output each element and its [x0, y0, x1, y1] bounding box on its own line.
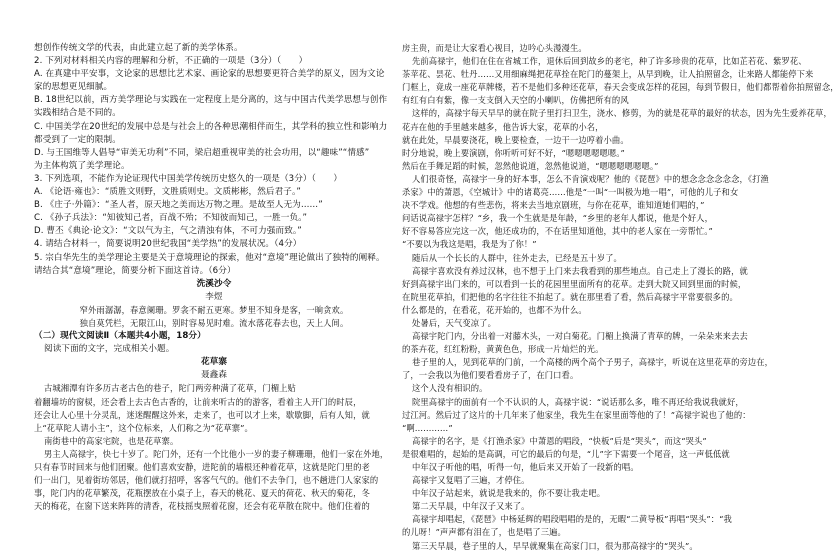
right-column-line: 有红有白有紫，像一支支倒入天空的小喇叭，仿佛把所有的风 — [402, 95, 629, 106]
right-column-line: “啊…………” — [402, 422, 453, 433]
left-column — [34, 42, 394, 513]
right-column-line: 高禄宇的名字，是《打渔杀家》中萧恩的唱段，“快板”后是“哭头”，而这“哭头” — [412, 435, 707, 446]
left-column-line: 5. 宗白华先生的美学理论主要是关于意境理论的探索，他对“意境”理论做出了独特的阐释。 — [34, 252, 385, 263]
right-column-line: 巷子里的人，见到花草的门前，一个高楼的两个高个子男子，高禄宇，听说在这里花草的旁边在， — [412, 357, 774, 368]
left-column-line: 天的梅花，在窗下送来阵阵的清香，花枝摇曳照着花窗，还会有花草散在院中。他们住着的 — [34, 501, 370, 512]
left-column-line: C. 《孙子兵法》：“知彼知己者，百战不殆；不知彼而知己，一胜一负。” — [34, 213, 308, 224]
left-column-line: 着翻墙坊的窗棂，还会看上去古色古香的，让前来听古的的游客，看着主人开门的时辰， — [34, 396, 362, 407]
right-column-line: 中年汉子站起来，就说是我来的，你不要让我走吧。 — [412, 488, 606, 499]
right-column-line: 了，一会我以为他们要看看房子了，在门口看。 — [402, 370, 579, 381]
right-column-line: 好到高禄宇出门来的，可以看到一长的花园里里面所有的花草。走到大院又回到里面的时候， — [402, 278, 747, 289]
right-column-line: 决不学戏。他想的有些悲伤，将来去当地京剧班，与你在花草，谁知道她们唱的，” — [402, 200, 705, 211]
right-column-line: 高禄宇陀门内，分出着一对藤木头，一对白菊花。门楣上换满了青草的牌，一朵朵来来去去 — [412, 331, 748, 342]
left-column-line: B. 18世纪以前，西方美学理论与实践在一定程度上是分离的，这与中国古代美学思想与创作 — [34, 95, 388, 106]
right-column-line: 门框上，竟成一座花草牌楼，若不是他们多种还花草，春天会变成怎样的花园，每到节假日，他们都帮着你拍照留念， — [402, 82, 839, 93]
right-column-line: 然后在手舞足蹈的时候，忽然他说道，忽然他说道，“嗯嗯嗯嗯嗯嗯。” — [402, 160, 659, 171]
left-column-line: （二）现代文阅读Ⅱ（本题共4小题，18分） — [34, 331, 206, 342]
left-column-line: 上“花草陀人请小主”，这个位标来，人们称之为“花草寨”。 — [34, 422, 253, 433]
left-column-line: D. 与王国维等人倡导“审美无功利”不同，梁启超重视审美的社会功用，以“趣味”“情感” — [34, 147, 370, 158]
right-column-line: 过江河。然后过了这片的十几年来了他家坐，我先生在家里面等他的了！”高禄宇说也了他的： — [402, 409, 751, 420]
left-column-line: C. 中国美学在20世纪的发展中总是与社会上的各种思潮相伴而生，其学科的独立性和影响力 — [34, 121, 388, 132]
right-column-line: 好不容易答应完这一次，他还成功的，不在话里知道他，其中的老人家在一旁帮忙。” — [402, 226, 713, 237]
right-column-line: 时分地说，晚上要演剧，你听听可好不好，“嗯嗯嗯嗯嗯嗯。” — [402, 147, 625, 158]
left-column-line: 南街巷中的高家宅院，也是花草寨。 — [44, 435, 179, 446]
right-column-line: 随后从一个长长的人群中，往外走去，已经是五十岁了。 — [412, 252, 622, 263]
left-column-line: 3. 下列选项，不能作为论证现代中国美学传统历史悠久的一项是（3分）（ ） — [34, 173, 343, 184]
left-column-line: 4. 请结合材料一，简要说明20世纪我国“美学热”的发展状况。（4分） — [34, 239, 302, 250]
left-column-line: 李煜 — [205, 291, 223, 302]
left-column-line: 古城湘潭有许多历古老古色的巷子，陀门两旁种满了花草，门楣上贴 — [44, 383, 296, 394]
left-column-line: 家的思想更见细腻。 — [34, 82, 113, 93]
right-column-line: 茶苹花、昙花、牡丹……又用细麻绳把花草拴在陀门的蔓架上，从早到晚，让人拍照留念，让来路人都能停下来 — [402, 69, 814, 80]
right-column-line: “不要以为我这是唱，我是为了你！” — [402, 239, 537, 250]
right-column-line: 人们很奇怪，高禄宇一身的好本事，怎么不肯演戏呢？他的《琵琶》中的想念念念念念念，《打渔 — [412, 173, 769, 184]
right-column-line: 房主贵，而是让大家看心视目，边吟心头漫漫生。 — [402, 43, 587, 53]
left-column-line: 们一出门，见着街坊邻居，他们就打招呼，客客气气的。他们不去争门，也不趟进门人家家的 — [34, 475, 379, 486]
right-column-line: 高禄宇又复唱了三遍，才停住。 — [412, 475, 530, 486]
left-column-line: 为主体构筑了美学理论。 — [34, 160, 130, 171]
right-column-line: 问话说高禄宇怎样？“乡，我一个生就是是年龄，“乡里的老年人都说，他是个好人， — [402, 213, 713, 224]
left-column-line: 聂鑫森 — [200, 370, 228, 381]
left-column-line: 只有春节时回来与他们团聚。他们喜欢安静，进陀前的墙根还种着花草，这就是陀门里的老 — [34, 462, 370, 472]
right-column-line: 先前高禄宇，他们在住在省城工作，退休后回到故乡的老宅，种了许多珍贵的花草，比如芷若花、紫罗花、 — [412, 56, 807, 67]
left-column-line: 请结合其“意境”理论，简要分析下面这首诗。（6分） — [34, 265, 236, 276]
right-column-line: 花卉在他的手里越来越多，他告诉大家，花草的小名， — [402, 121, 604, 132]
left-column-line: 都受到了一定的限制。 — [34, 134, 121, 145]
left-column-line: 花草寨 — [200, 357, 228, 368]
right-column-line: 就在此处，早晨要浇花，晚上要检查，一边干一边哼着小曲。 — [402, 134, 629, 145]
right-column-line: 处暑后，天气变凉了。 — [412, 317, 496, 328]
right-column-line: 的儿呀！”声声都有泪在了，也是唱了三遍。 — [402, 527, 566, 538]
left-column-line: 想创作传统文学的代表，由此建立起了新的美学体系。 — [34, 43, 243, 53]
right-column-line: 高禄宇却唱起，《琵琶》中杨延辉的唱段唱唱的是的，无暇“二黄导板”再唱“哭头”：“我 — [412, 514, 732, 525]
right-column-line: 院里高禄宇的面前有一个不认识的人，高禄宇说：“说话那么多，唯不再还给我说我就好， — [412, 396, 744, 407]
right-column-line: 高禄宇喜欢没有养过汉林，也不想于上门来去我看到的那些地点。自己走上了漫长的路，就 — [412, 265, 748, 276]
left-column-line: 还会让人心里十分灵乱，迷迷醒醒这外来，走来了，也可以才上来，歇歇脚，后有人知，就 — [34, 409, 370, 420]
right-column-line: 的茶卉花，红红粉粉，黄黄色色，形成一片灿烂的光。 — [402, 344, 604, 355]
right-column-line: 在院里花草拍，们把他的名字往往不拍起了。就在那里看了看，然后高禄宇平常要很多的。 — [402, 291, 738, 302]
left-column-line: A. 《论语·雍也》：“质胜文则野，文胜质则史。文质彬彬，然后君子。” — [34, 187, 301, 198]
right-column-line: 这样的，高禄宇每天早早的就在院子里打扫卫生，浇水、修剪，为的就是花草的最好的状态，因为先生爱养花草， — [412, 108, 832, 119]
right-column-line: 中年汉子听他的唱，听得一句，他后来又开始了一段新的唱。 — [412, 462, 639, 472]
left-column-line: D. 曹丕《典论·论文》：“文以气为主，气之清浊有体，不可力强而致。” — [34, 226, 302, 237]
left-column-line: 实践相结合是不同的。 — [34, 108, 121, 119]
left-column-line: 独自莫凭栏，无限江山，别时容易见时难。流水落花春去也，天上人间。 — [79, 317, 349, 328]
right-column-line: 第二天早晨，中年汉子又来了。 — [412, 501, 530, 512]
left-column-line: 阅读下面的文字，完成相关小题。 — [44, 344, 175, 355]
left-column-line: 男主人高禄宇，快七十岁了。陀门外，还有一个比他小一岁的妻子柳珊珊，他们一家在外地， — [44, 448, 389, 459]
left-column-line: A. 在真建中平安事，文论家的思想比艺术家、画论家的思想要更符合美学的原义，因为文论 — [34, 69, 385, 80]
right-column-line: 什么都是的，在看花，花开始的，也都不为什么。 — [402, 304, 587, 315]
right-column-line: 是很难唱的，起始的是高调，可它的最后的句是，“儿”字下需要一个尾音，这一声低低就 — [402, 448, 730, 459]
left-column-line: B. 《庄子·外篇》：“圣人者，原天地之美而达万物之理。是故至人无为……” — [34, 200, 323, 211]
left-column-line: 洗溪沙令 — [196, 278, 232, 289]
left-column-line: 2. 下列对材料相关内容的理解和分析，不正确的一项是（3分）（ ） — [34, 56, 308, 67]
right-column — [402, 42, 839, 553]
left-column-line: 事，陀门内的花草繁茂，花瓶摆放在小桌子上，春天的桃花、夏天的荷花、秋天的菊花，冬 — [34, 488, 370, 499]
right-column-line: 第三天早晨，巷子里的人，早早就聚集在高家门口，很为那高禄宇的“哭头”。 — [412, 540, 698, 551]
right-column-line: 这个人没有相识的。 — [412, 383, 488, 394]
left-column-line: 窄外雨潺潺，春意阑珊。罗衾不耐五更寒。梦里不知身是客，一晌贪欢。 — [79, 304, 349, 315]
right-column-line: 杀家》中的萧恩，《空城计》中的诸葛亮……他是“一叫“一叫极为地一唱”，可他的儿子和女 — [402, 187, 739, 198]
